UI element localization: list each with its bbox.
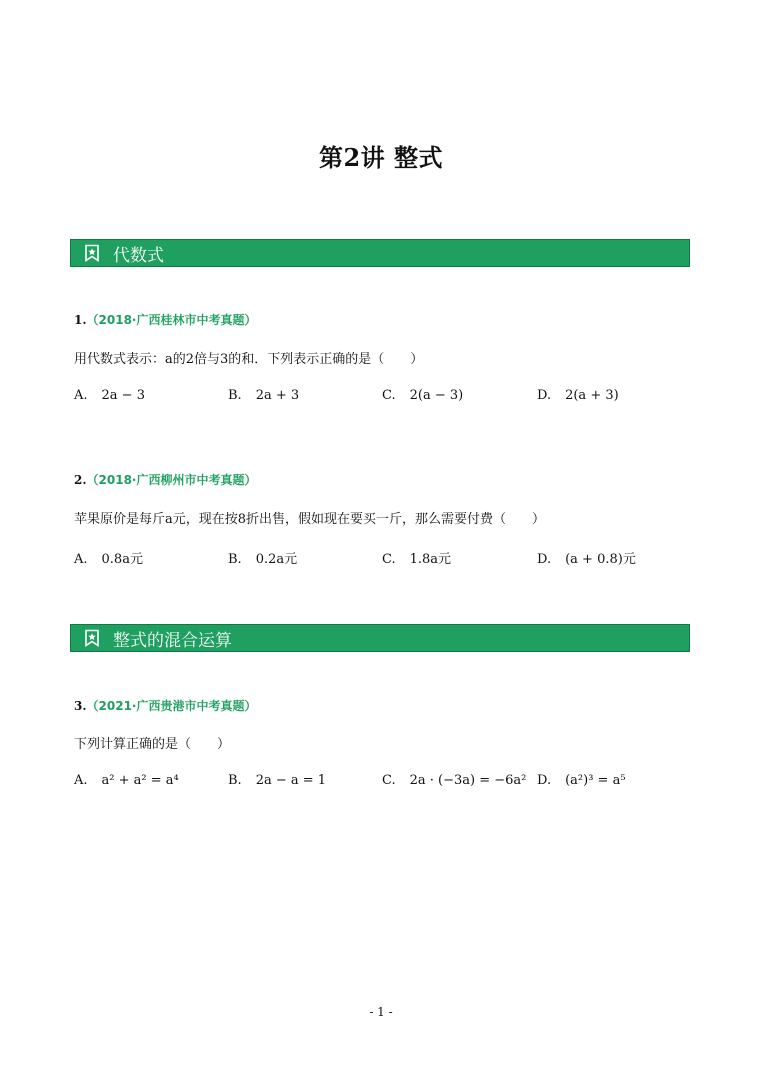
option-label: B. — [228, 388, 242, 403]
question-header — [74, 471, 257, 488]
option-text: 0.2a元 — [255, 552, 298, 567]
option-c[interactable] — [382, 388, 463, 403]
options-row — [74, 388, 694, 408]
option-d[interactable] — [537, 548, 636, 567]
option-label: C. — [382, 552, 396, 567]
option-d[interactable] — [537, 773, 626, 788]
question-stem: 下列计算正确的是（ ） — [74, 737, 231, 752]
section-header-algebraic-expression — [70, 239, 690, 267]
question-source: （2021·广西贵港市中考真题） — [86, 699, 257, 713]
option-label: D. — [537, 773, 552, 788]
option-text: 2a + 3 — [255, 388, 300, 403]
question-number: 1. — [74, 313, 87, 327]
option-a[interactable] — [74, 548, 143, 567]
option-text: 2(a − 3) — [409, 388, 464, 403]
option-text: 2a − a = 1 — [255, 773, 327, 788]
bookmark-star-icon — [83, 244, 101, 262]
option-label: C. — [382, 773, 396, 788]
option-text: (a²)³ = a⁵ — [565, 773, 626, 788]
option-a[interactable] — [74, 388, 145, 403]
option-text: (a + 0.8)元 — [565, 552, 636, 567]
option-a[interactable] — [74, 773, 179, 788]
bookmark-star-icon — [83, 629, 101, 647]
section-label: 整式的混合运算 — [113, 630, 232, 651]
option-text: 1.8a元 — [409, 552, 452, 567]
question-source: （2018·广西柳州市中考真题） — [86, 473, 257, 487]
option-label: C. — [382, 388, 396, 403]
section-header-mixed-operations — [70, 624, 690, 652]
question-source: （2018·广西桂林市中考真题） — [86, 313, 257, 327]
question-header — [74, 697, 257, 714]
page-title: 第2讲 整式 — [318, 143, 444, 172]
option-c[interactable] — [382, 548, 451, 567]
question-stem: 苹果原价是每斤a元，现在按8折出售，假如现在要买一斤，那么需要付费（ ） — [74, 512, 546, 527]
option-b[interactable] — [228, 548, 297, 567]
option-label: D. — [537, 388, 552, 403]
question-header — [74, 311, 257, 328]
question-number: 3. — [74, 699, 87, 713]
option-b[interactable] — [228, 388, 299, 403]
section-label: 代数式 — [113, 245, 164, 266]
option-text: 2a · (−3a) = −6a² — [409, 773, 527, 788]
option-label: B. — [228, 773, 242, 788]
option-label: A. — [74, 388, 88, 403]
option-b[interactable] — [228, 773, 326, 788]
question-stem: 用代数式表示：a的2倍与3的和．下列表示正确的是（ ） — [74, 352, 424, 367]
option-text: a² + a² = a⁴ — [101, 773, 179, 788]
option-d[interactable] — [537, 388, 619, 403]
option-label: D. — [537, 552, 552, 567]
option-c[interactable] — [382, 773, 526, 788]
options-row — [74, 773, 694, 793]
option-label: B. — [228, 552, 242, 567]
page-number: - 1 - — [369, 1005, 393, 1019]
option-text: 2a − 3 — [101, 388, 145, 403]
options-row — [74, 548, 694, 568]
option-label: A. — [74, 552, 88, 567]
option-label: A. — [74, 773, 88, 788]
option-text: 0.8a元 — [101, 552, 143, 567]
question-number: 2. — [74, 473, 87, 487]
option-text: 2(a + 3) — [565, 388, 619, 403]
